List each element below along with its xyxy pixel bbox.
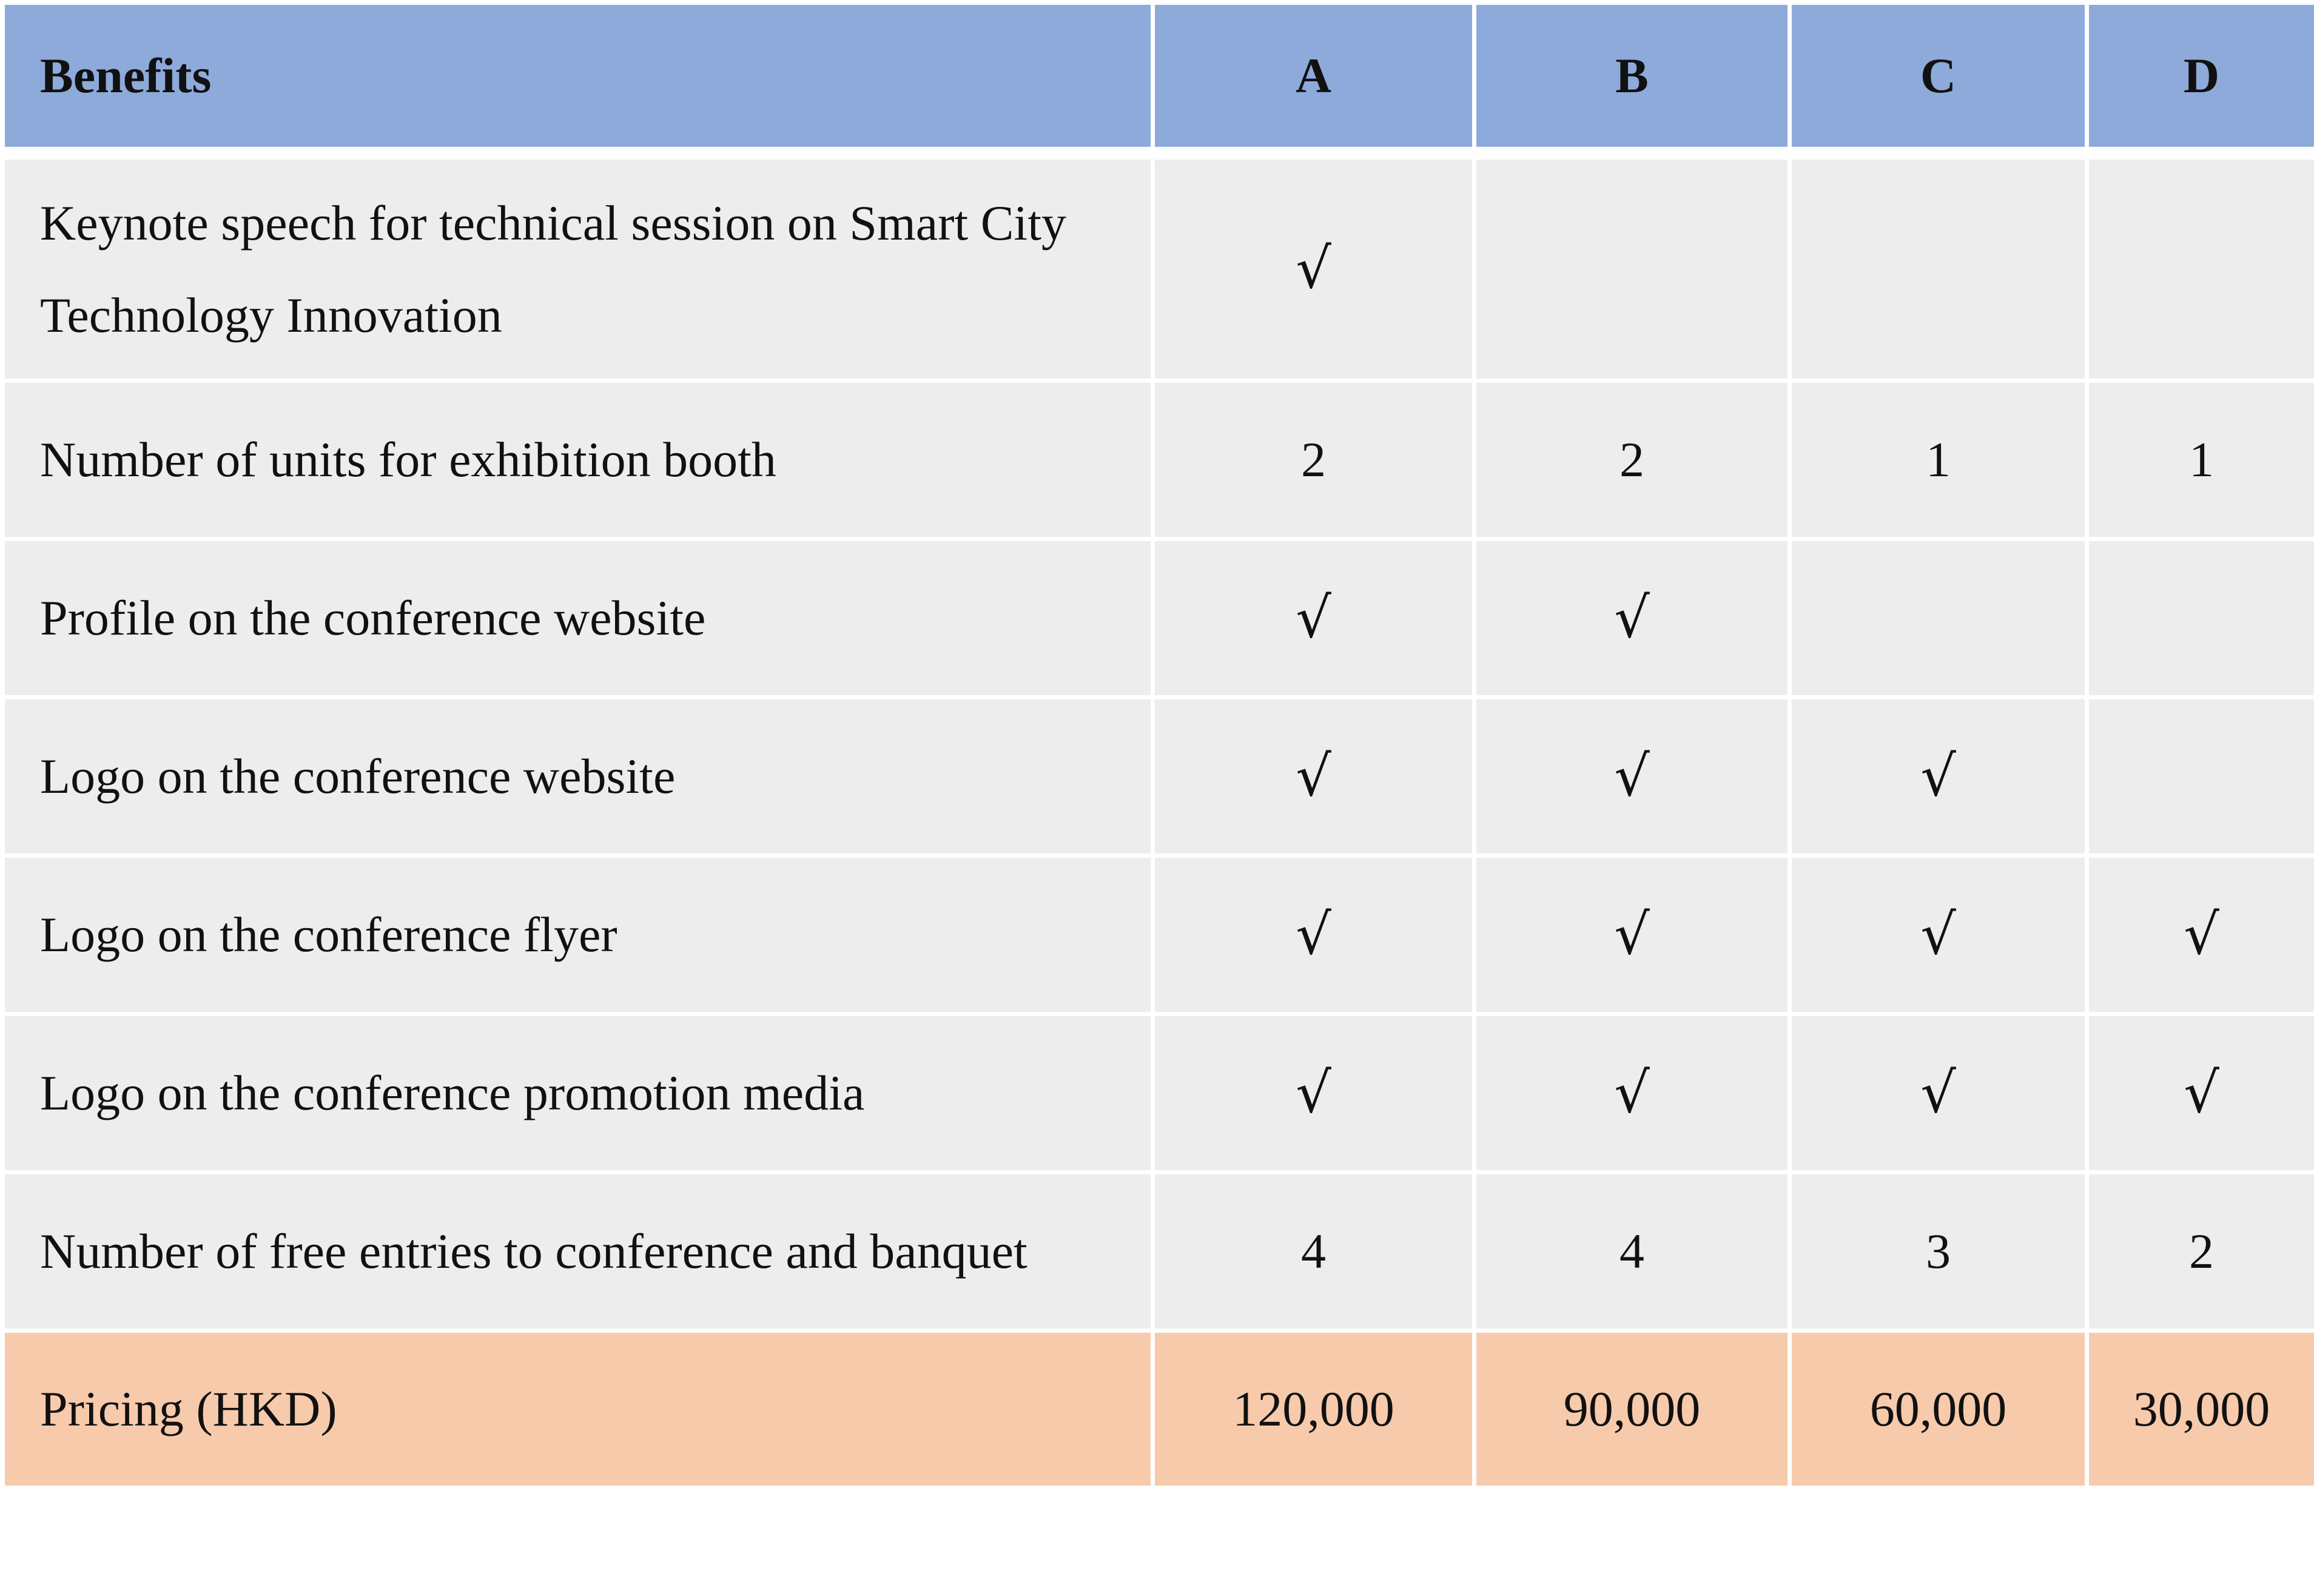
pricing-c: 60,000 <box>1792 1333 2089 1490</box>
row-logo-website-benefit: Logo on the conference website <box>5 699 1155 858</box>
row-profile-c <box>1792 541 2089 699</box>
row-profile-b: √ <box>1476 541 1792 699</box>
header-benefits: Benefits <box>5 5 1155 160</box>
pricing-b: 90,000 <box>1476 1333 1792 1490</box>
row-profile-benefit: Profile on the conference website <box>5 541 1155 699</box>
header-tier-b: B <box>1476 5 1792 160</box>
row-free-entries-b: 4 <box>1476 1174 1792 1333</box>
row-booth-a: 2 <box>1155 383 1476 541</box>
row-logo-flyer-a: √ <box>1155 858 1476 1016</box>
row-booth-c: 1 <box>1792 383 2089 541</box>
pricing-d: 30,000 <box>2089 1333 2314 1490</box>
row-logo-website-b: √ <box>1476 699 1792 858</box>
row-logo-media-b: √ <box>1476 1016 1792 1174</box>
row-logo-media-c: √ <box>1792 1016 2089 1174</box>
row-logo-media-a: √ <box>1155 1016 1476 1174</box>
row-keynote-d <box>2089 160 2314 383</box>
header-tier-d: D <box>2089 5 2314 160</box>
header-tier-c: C <box>1792 5 2089 160</box>
sponsorship-benefits-table <box>5 5 2314 1490</box>
row-logo-website-a: √ <box>1155 699 1476 858</box>
row-keynote-b <box>1476 160 1792 383</box>
row-booth-d: 1 <box>2089 383 2314 541</box>
row-logo-website-c: √ <box>1792 699 2089 858</box>
pricing-label: Pricing (HKD) <box>5 1333 1155 1490</box>
header-tier-a: A <box>1155 5 1476 160</box>
row-logo-flyer-c: √ <box>1792 858 2089 1016</box>
row-booth-b: 2 <box>1476 383 1792 541</box>
row-logo-media-d: √ <box>2089 1016 2314 1174</box>
row-profile-a: √ <box>1155 541 1476 699</box>
row-keynote-a: √ <box>1155 160 1476 383</box>
row-profile-d <box>2089 541 2314 699</box>
row-booth-benefit: Number of units for exhibition booth <box>5 383 1155 541</box>
row-logo-media-benefit: Logo on the conference promotion media <box>5 1016 1155 1174</box>
row-free-entries-benefit: Number of free entries to conference and banquet <box>5 1174 1155 1333</box>
row-keynote-benefit: Keynote speech for technical session on Smart City Technology Innovation <box>5 160 1155 383</box>
row-free-entries-c: 3 <box>1792 1174 2089 1333</box>
row-free-entries-d: 2 <box>2089 1174 2314 1333</box>
row-keynote-c <box>1792 160 2089 383</box>
row-logo-flyer-d: √ <box>2089 858 2314 1016</box>
row-logo-flyer-b: √ <box>1476 858 1792 1016</box>
row-logo-flyer-benefit: Logo on the conference flyer <box>5 858 1155 1016</box>
row-logo-website-d <box>2089 699 2314 858</box>
pricing-a: 120,000 <box>1155 1333 1476 1490</box>
row-free-entries-a: 4 <box>1155 1174 1476 1333</box>
